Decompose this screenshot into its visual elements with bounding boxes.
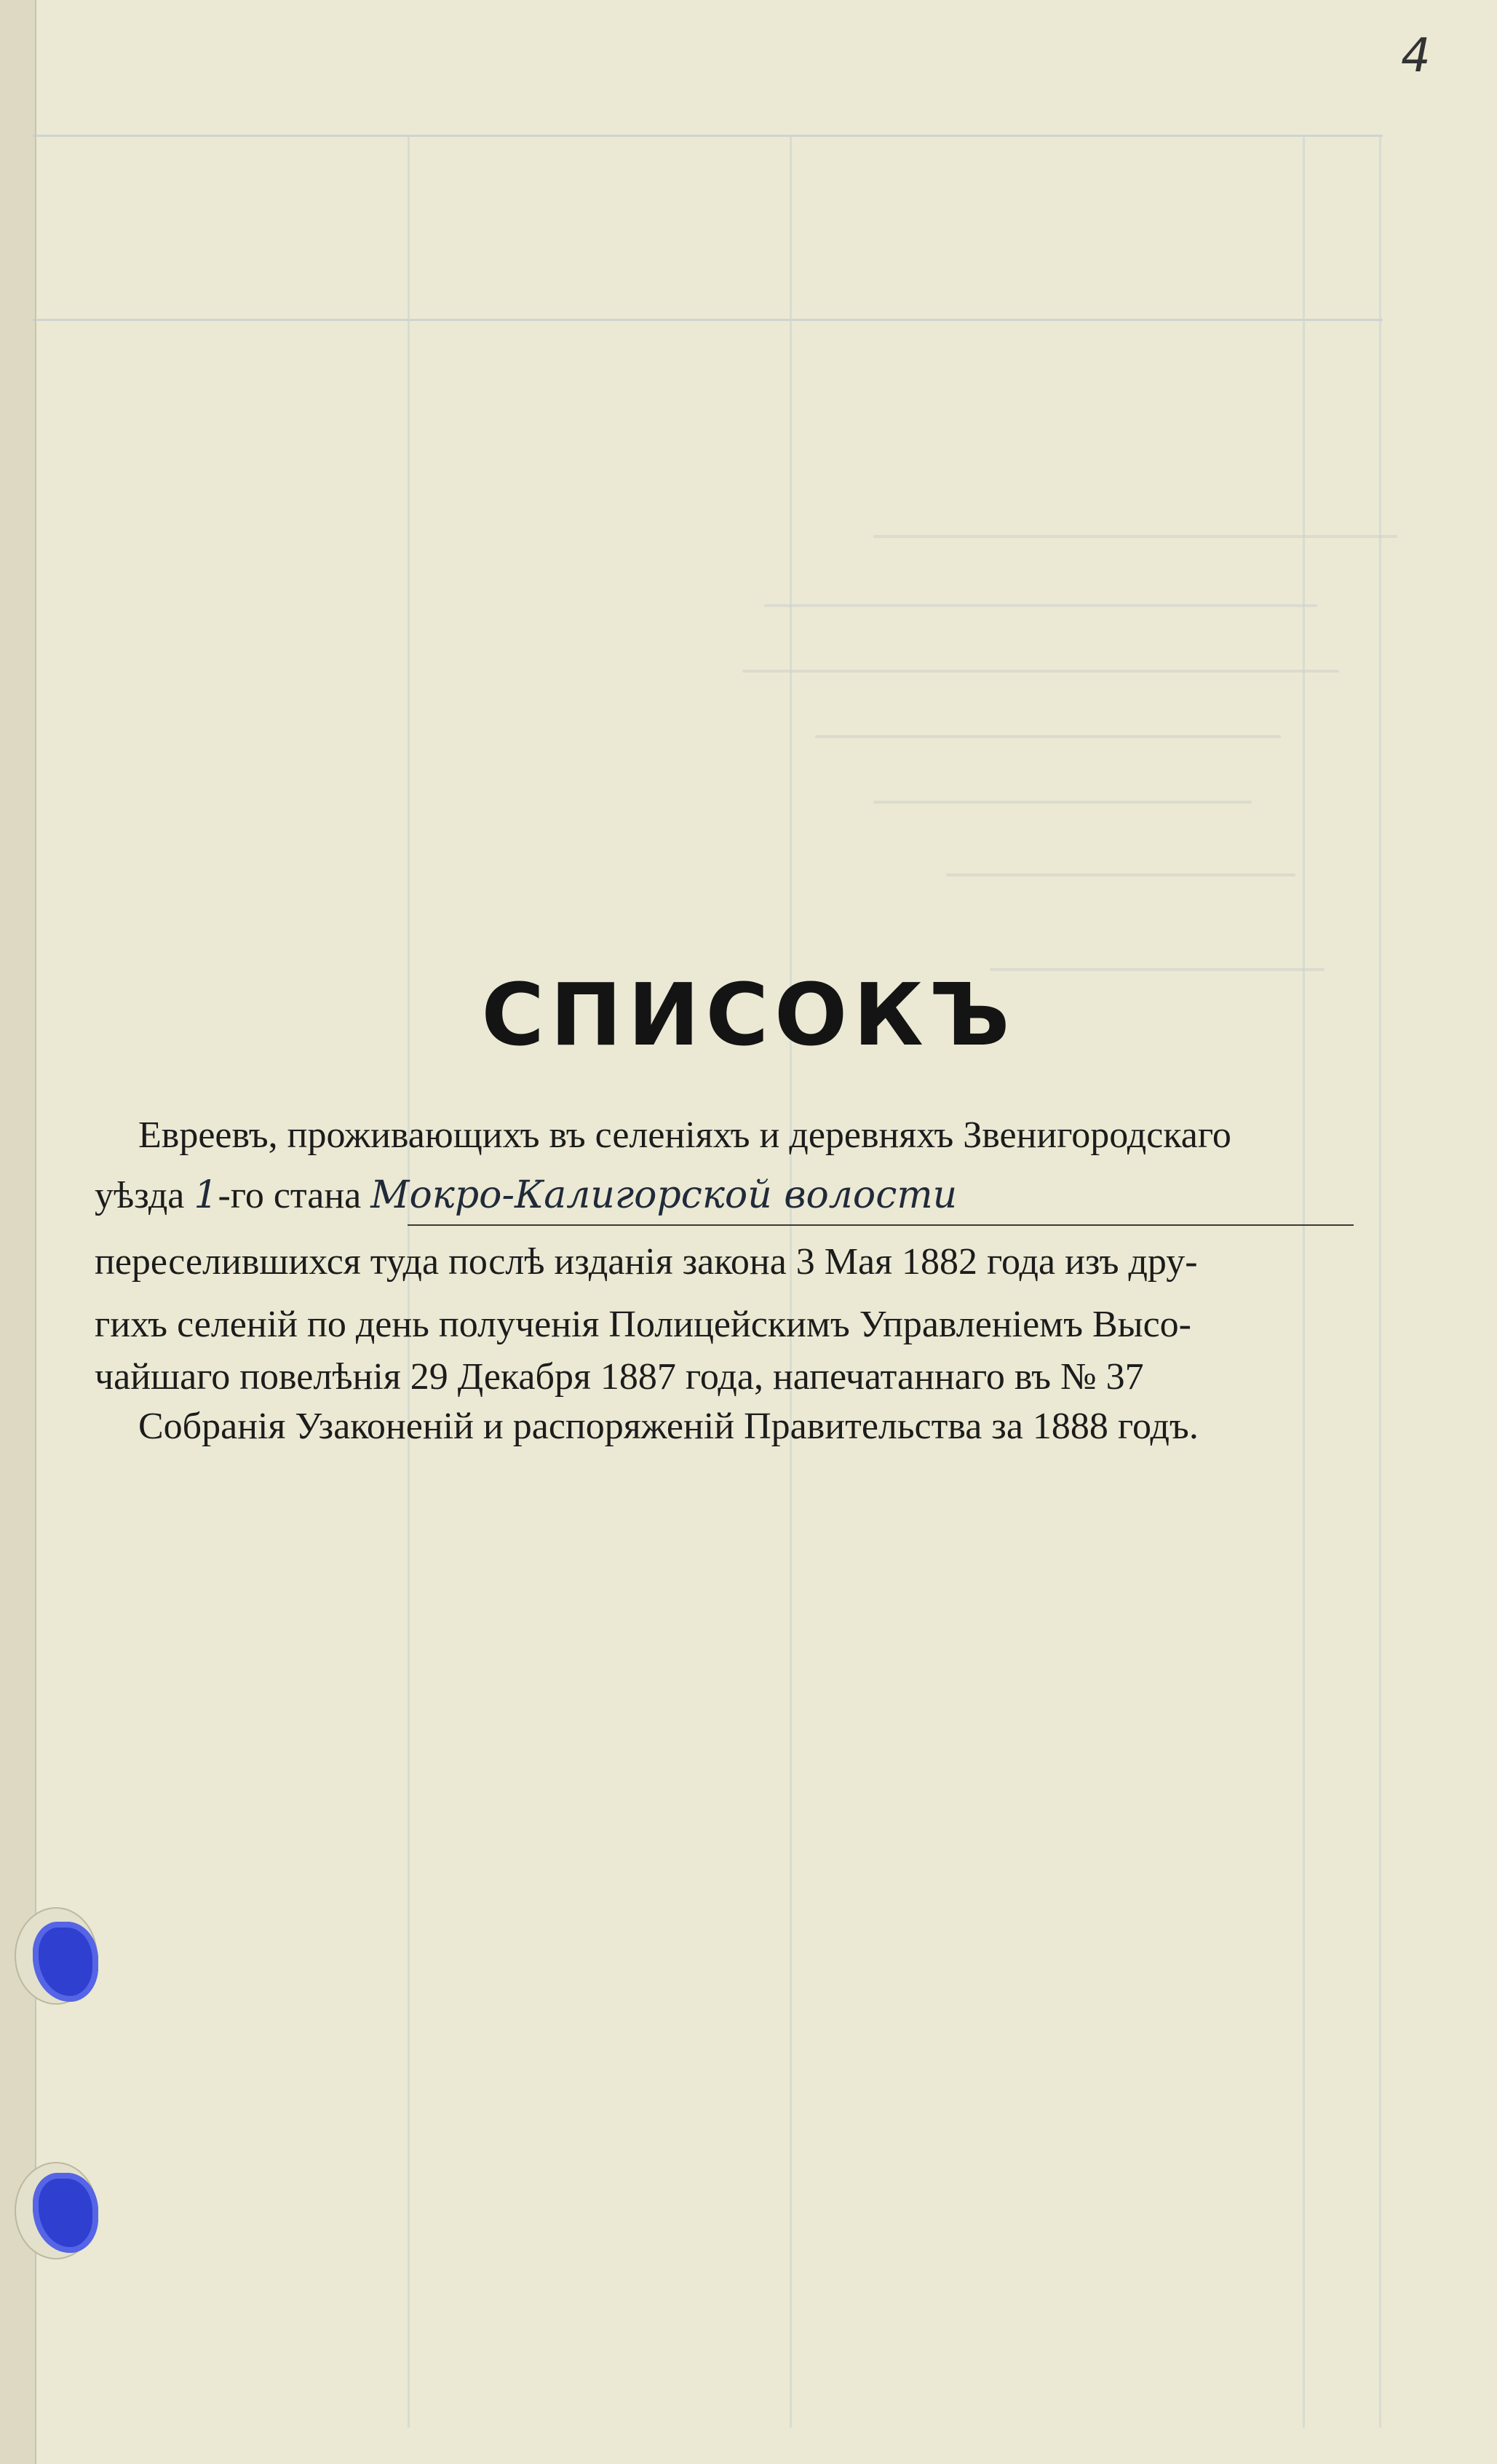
binding-spine (0, 0, 36, 2464)
bleed-through-handwriting (873, 801, 1252, 804)
text-line-5: чайшаго повелѣнія 29 Декабря 1887 года, напечатаннаго въ № 37 (95, 1356, 1144, 1398)
handwritten-stan-number: 1 (194, 1173, 218, 1217)
bleed-through-handwriting (742, 670, 1339, 673)
bleed-through-handwriting (815, 735, 1281, 738)
document-title: СПИСОКЪ (481, 964, 1016, 1065)
text-line-1: Евреевъ, проживающихъ въ селеніяхъ и деревняхъ Звенигородскаго (138, 1114, 1231, 1156)
handwritten-volost-name: Мокро-Калигорской волости (370, 1173, 958, 1217)
text-line-2-stan-label: -го стана (218, 1175, 362, 1216)
bleed-through-handwriting (873, 535, 1397, 538)
folio-number: 4 (1401, 29, 1431, 83)
text-line-4: гихъ селеній по день полученія Полицейскимъ Управленіемъ Высо- (95, 1304, 1191, 1345)
text-line-2-prefix: уѣзда (95, 1175, 185, 1216)
text-line-3: переселившихся туда послѣ изданія закона 3 Мая 1882 года изъ дру- (95, 1241, 1198, 1283)
fill-in-underline (408, 1224, 1354, 1226)
bleed-through-column-rule (1379, 135, 1381, 2428)
bleed-through-handwriting (764, 604, 1317, 607)
text-line-2 (95, 1173, 957, 1217)
bleed-through-column-rule (1303, 135, 1305, 2428)
text-line-6: Собранія Узаконеній и распоряженій Правительства за 1888 годъ. (138, 1406, 1199, 1447)
bleed-through-handwriting (946, 874, 1295, 876)
bleed-through-header-frame (33, 135, 1383, 321)
